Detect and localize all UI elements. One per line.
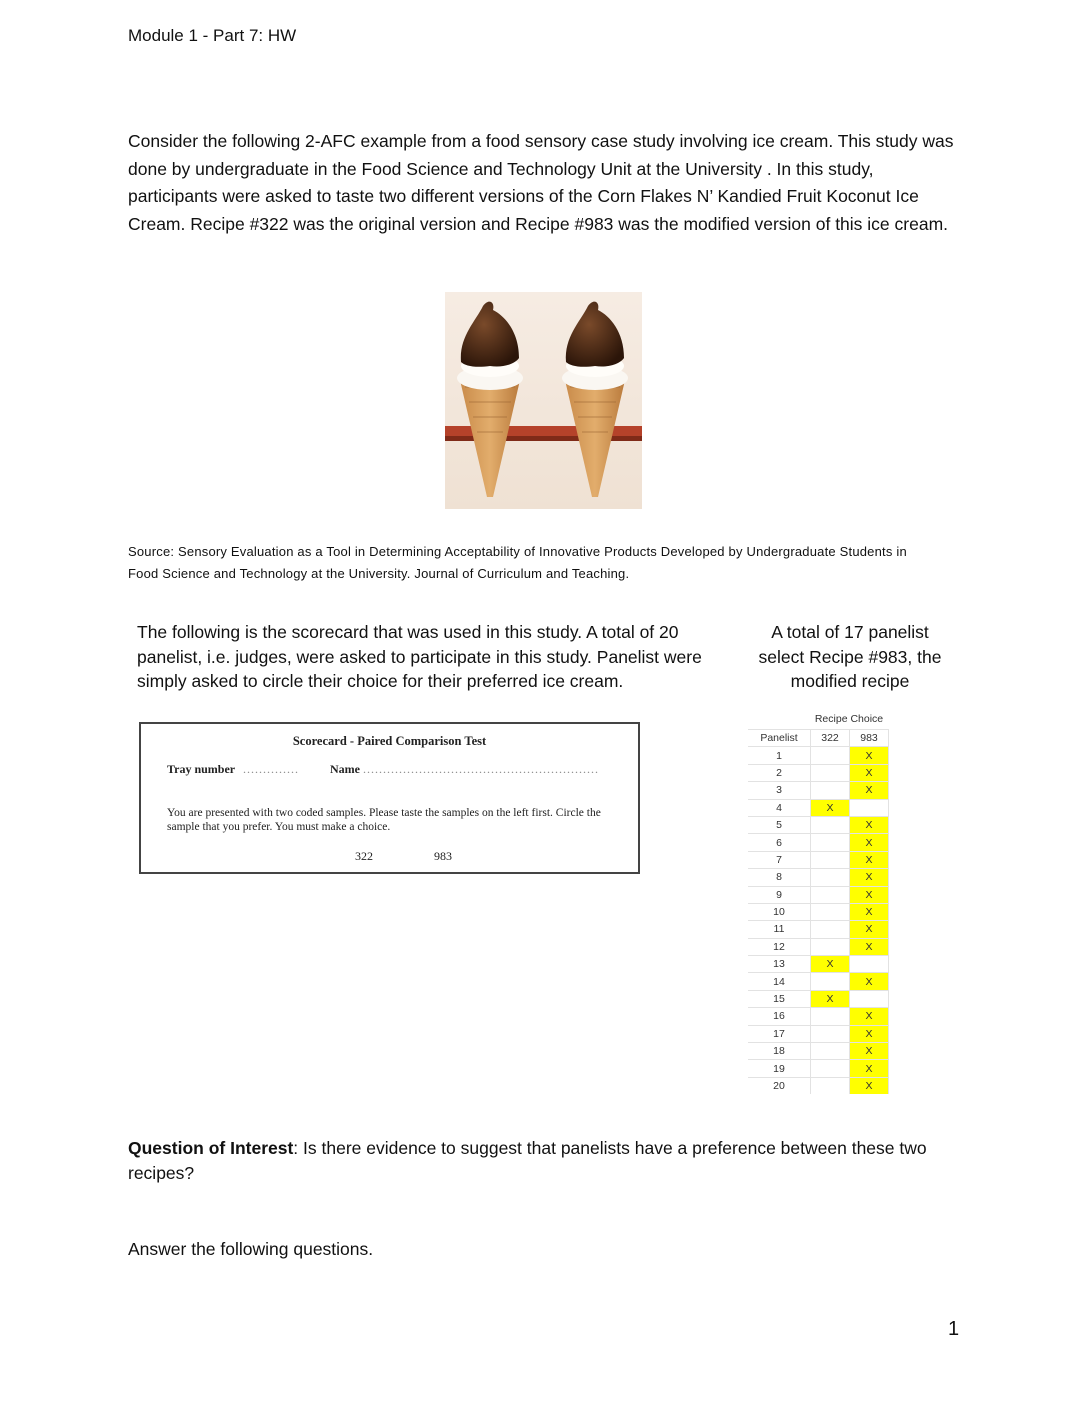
table-row xyxy=(748,869,889,886)
table-row xyxy=(748,851,889,868)
choice-322-cell: X xyxy=(811,990,850,1007)
choice-322-cell: X xyxy=(811,956,850,973)
question-of-interest xyxy=(128,1136,958,1185)
panelist-cell: 8 xyxy=(748,869,811,886)
table-row xyxy=(748,973,889,990)
table-row xyxy=(748,1077,889,1094)
choice-983-cell: X xyxy=(850,903,889,920)
choice-322-cell xyxy=(811,816,850,833)
choice-322-cell xyxy=(811,1060,850,1077)
panelist-cell: 12 xyxy=(748,938,811,955)
panelist-cell: 10 xyxy=(748,903,811,920)
choice-983-cell xyxy=(850,956,889,973)
table-row xyxy=(748,1060,889,1077)
sample-code-322: 322 xyxy=(355,849,373,863)
panelist-cell: 14 xyxy=(748,973,811,990)
panelist-cell: 15 xyxy=(748,990,811,1007)
choice-983-cell: X xyxy=(850,886,889,903)
table-row xyxy=(748,782,889,799)
col-header-panelist: Panelist xyxy=(748,730,811,747)
panelist-cell: 6 xyxy=(748,834,811,851)
choice-983-cell: X xyxy=(850,851,889,868)
scorecard-instructions: You are presented with two coded samples. Please taste the samples on the left first. Circle the sample that you prefer. You must make a choice. xyxy=(167,807,601,833)
col-header-322: 322 xyxy=(811,730,850,747)
choice-983-cell: X xyxy=(850,938,889,955)
choice-322-cell xyxy=(811,782,850,799)
tray-number-label: Tray number xyxy=(167,762,236,776)
table-row xyxy=(748,921,889,938)
choice-983-cell: X xyxy=(850,782,889,799)
choice-983-cell: X xyxy=(850,747,889,764)
table-row xyxy=(748,1025,889,1042)
panelist-cell: 11 xyxy=(748,921,811,938)
panelist-cell: 7 xyxy=(748,851,811,868)
choice-983-cell xyxy=(850,990,889,1007)
panelist-cell: 5 xyxy=(748,816,811,833)
choice-983-cell: X xyxy=(850,1077,889,1094)
table-row xyxy=(748,799,889,816)
choice-322-cell xyxy=(811,1008,850,1025)
choice-322-cell xyxy=(811,851,850,868)
choice-983-cell: X xyxy=(850,764,889,781)
question-label: Question of Interest xyxy=(128,1138,294,1158)
choice-322-cell xyxy=(811,869,850,886)
scorecard-title: Scorecard - Paired Comparison Test xyxy=(292,734,487,748)
name-label: Name xyxy=(330,762,360,776)
table-row xyxy=(748,1043,889,1060)
source-citation: Source: Sensory Evaluation as a Tool in Determining Acceptability of Innovative Products Developed by Undergraduate Students in Food Science and Technology at the University. Journal of Curriculum and Teaching. xyxy=(128,544,907,581)
panelist-cell: 9 xyxy=(748,886,811,903)
panelist-total-note: A total of 17 panelist select Recipe #983, the modified recipe xyxy=(758,622,942,691)
choice-322-cell: X xyxy=(811,799,850,816)
choice-322-cell xyxy=(811,834,850,851)
panelist-cell: 17 xyxy=(748,1025,811,1042)
choice-983-cell: X xyxy=(850,1060,889,1077)
scorecard-image xyxy=(139,722,640,874)
panelist-cell: 16 xyxy=(748,1008,811,1025)
table-row xyxy=(748,938,889,955)
intro-paragraph: Consider the following 2-AFC example from a food sensory case study involving ice cream. This study was done by undergraduate in the Food Science and Technology Unit at the University . In this study, participants were asked to taste two different versions of the Corn Flakes N’ Kandied Fruit Koconut Ice Cream. Recipe #322 was the original version and Recipe #983 was the modified version of this ice cream. xyxy=(128,131,954,234)
recipe-choice-header: Recipe Choice xyxy=(814,713,884,725)
choice-983-cell: X xyxy=(850,869,889,886)
panelist-cell: 4 xyxy=(748,799,811,816)
choice-983-cell: X xyxy=(850,1043,889,1060)
choice-983-cell: X xyxy=(850,921,889,938)
panelist-cell: 13 xyxy=(748,956,811,973)
choice-983-cell: X xyxy=(850,816,889,833)
choice-322-cell xyxy=(811,886,850,903)
recipe-choice-table xyxy=(748,714,889,1094)
table-row xyxy=(748,747,889,764)
col-header-983: 983 xyxy=(850,730,889,747)
panelist-cell: 18 xyxy=(748,1043,811,1060)
page-number: 1 xyxy=(948,1318,960,1340)
panelist-cell: 1 xyxy=(748,747,811,764)
table-row xyxy=(748,834,889,851)
table-row xyxy=(748,886,889,903)
panelist-cell: 19 xyxy=(748,1060,811,1077)
choice-983-cell: X xyxy=(850,973,889,990)
choice-322-cell xyxy=(811,1025,850,1042)
choice-322-cell xyxy=(811,903,850,920)
table-row xyxy=(748,990,889,1007)
table-row xyxy=(748,764,889,781)
name-line: ........................................................... xyxy=(363,762,599,776)
question-text: : Is there evidence to suggest that panelists have a preference between these two recipes? xyxy=(128,1138,927,1183)
choice-322-cell xyxy=(811,747,850,764)
choice-322-cell xyxy=(811,1077,850,1094)
page-header: Module 1 - Part 7: HW xyxy=(128,26,297,45)
choice-322-cell xyxy=(811,973,850,990)
scorecard-description: The following is the scorecard that was used in this study. A total of 20 panelist, i.e. judges, were asked to participate in this study. Panelist were simply asked to circle their choice for their preferred ice cream. xyxy=(137,622,702,691)
sample-code-983: 983 xyxy=(434,849,452,863)
choice-322-cell xyxy=(811,764,850,781)
tray-number-line: .............. xyxy=(243,762,299,776)
choice-983-cell: X xyxy=(850,834,889,851)
answer-prompt: Answer the following questions. xyxy=(128,1239,374,1259)
choice-983-cell: X xyxy=(850,1008,889,1025)
table-row xyxy=(748,903,889,920)
choice-322-cell xyxy=(811,938,850,955)
ice-cream-cones-image xyxy=(445,292,642,509)
panelist-cell: 2 xyxy=(748,764,811,781)
table-row xyxy=(748,1008,889,1025)
table-row xyxy=(748,816,889,833)
choice-983-cell xyxy=(850,799,889,816)
choice-983-cell: X xyxy=(850,1025,889,1042)
panelist-cell: 3 xyxy=(748,782,811,799)
panelist-cell: 20 xyxy=(748,1077,811,1094)
choice-322-cell xyxy=(811,921,850,938)
table-row xyxy=(748,956,889,973)
choice-322-cell xyxy=(811,1043,850,1060)
